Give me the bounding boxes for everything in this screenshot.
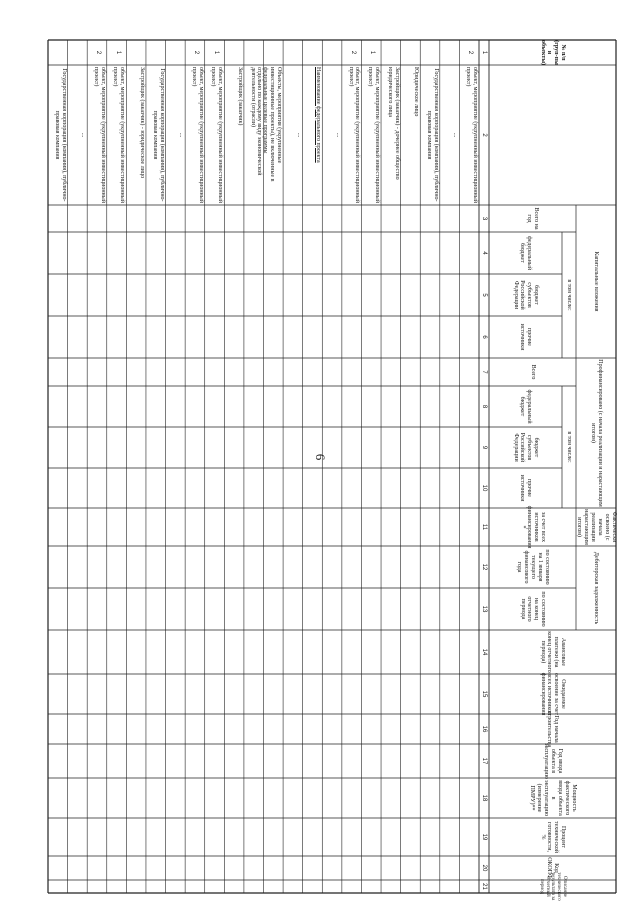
row-number: 2	[192, 50, 199, 55]
row-label: ...	[295, 132, 302, 138]
row-label: Застройщик (заказчик)	[236, 67, 243, 126]
header-year-commission: Год ввода объекта в эксплуатацию	[543, 743, 563, 779]
column-number: 5	[481, 293, 487, 297]
column-number: 8	[481, 404, 487, 409]
header-as-of-end: по состоянию на конец отчетного периода	[519, 591, 547, 627]
header-total-per-year: Всего на год	[526, 207, 540, 230]
column-number: 18	[481, 794, 487, 802]
header-federal-budget-2: федеральный бюджет	[519, 389, 533, 424]
header-regional-budget: бюджет субъектов Российской Федерации	[512, 280, 540, 310]
column-number: 10	[481, 484, 487, 492]
header-regional-budget-2: бюджет субъектов Российской Федерации	[512, 432, 540, 463]
column-number: 9	[481, 445, 487, 450]
header-name	[489, 65, 616, 205]
header-federal-budget: федеральный бюджет	[519, 235, 533, 271]
row-label: объект, мероприятие (укрупненный инвестиционный проект)	[112, 67, 126, 204]
row-label: ...	[334, 132, 341, 138]
row-label: Застройщик (заказчик) - юридическое лицо	[138, 67, 145, 179]
row-label: ...	[452, 132, 459, 138]
column-number: 19	[481, 833, 487, 841]
header-actually-mastered: Фактически освоено (с начала реализации нарастающим итогом)	[576, 509, 617, 545]
column-number: 12	[481, 563, 487, 571]
header-capacity: Мощность фактического ввода объекта в эксплуатацию (измерение ПМРУ)**	[529, 780, 577, 816]
column-number: 7	[481, 370, 487, 374]
column-number: 13	[481, 605, 487, 613]
row-label: отдельно по каждому виду экономической деятельности (отрасли)	[249, 67, 263, 176]
row-label: ...	[178, 132, 185, 138]
header-capital-investments: Капитальные вложения	[593, 251, 600, 312]
row-label: Юридическое лицо	[413, 67, 420, 117]
column-number: 20	[481, 864, 487, 872]
row-label: Государственная корпорация (компания), публично-правовая компания	[151, 68, 165, 202]
column-number: 16	[481, 725, 487, 733]
row-label: Государственная корпорация (компания), публично-правовая компания	[425, 68, 439, 202]
column-number: 11	[481, 523, 487, 531]
column-number: 14	[481, 648, 487, 656]
header-including-2: в том числе:	[566, 431, 573, 463]
row-label: Застройщик (заказчик) - дочернее общество юридического лица	[386, 67, 400, 180]
header-receivables: Дебиторская задолженность	[593, 551, 600, 625]
report-table	[48, 39, 617, 901]
header-including: в том числе:	[566, 279, 573, 311]
row-number: 1	[212, 50, 219, 55]
row-label: объект, мероприятие (укрупненный инвестиционный проект)	[92, 67, 106, 204]
row-label: объект, мероприятие (укрупненный инвестиционный проект)	[367, 67, 381, 204]
header-as-of-jan1: по состоянию на 1 января текущего финансового года	[516, 549, 550, 585]
column-number: 3	[481, 216, 487, 221]
header-number: № п/п (груп-пы и объекты)	[539, 39, 567, 66]
row-label: объект, мероприятие (укрупненный инвестиционный проект)	[347, 67, 361, 204]
header-other-sources: прочие источники	[519, 323, 533, 351]
header-expected-mastered: Ожидаемое освоение за счет всех источников финансирования	[539, 672, 567, 716]
header-technical-readiness: Процент технической готовности, %	[539, 821, 567, 853]
row-label: Наименование федерального проекта	[315, 67, 322, 163]
header-okopf-code: Код ОКОПФ	[546, 857, 560, 879]
column-number: 17	[481, 757, 487, 765]
column-number: 4	[481, 251, 487, 255]
column-number: 1	[481, 50, 487, 55]
row-label: ...	[80, 132, 87, 138]
row-number: 2	[94, 50, 101, 55]
row-number: 2	[349, 50, 356, 55]
row-label: Объекты, мероприятия (укрупненные инвестиционные проекты), не включенные в федеральные целевые программы	[262, 67, 283, 182]
header-total: Всего	[529, 364, 536, 380]
page-number: 6	[313, 453, 328, 461]
row-label: объект, мероприятие (укрупненный инвестиционный проект)	[210, 67, 224, 204]
header-other-sources-2: прочие источники	[519, 474, 533, 502]
header-year-start: Год начала строительства	[546, 710, 560, 748]
header-financed: Профинансировано (с начала реализации и нарастающим итогом)	[590, 359, 603, 507]
row-label: объект, мероприятие (укрупненный инвестиционный проект)	[465, 67, 478, 204]
row-number: 1	[369, 50, 376, 55]
row-number: 1	[114, 50, 121, 55]
row-number: 2	[467, 50, 474, 55]
header-tech-description: Описание технического результата за отчетный период	[538, 872, 567, 901]
column-number: 6	[481, 335, 487, 339]
header-from-all-sources: за счет всех источников финансирования *	[519, 505, 547, 549]
header-advance-payments: Авансовые платежи (на конец отчетного периода)	[539, 631, 567, 673]
row-label: Государственная корпорация (компания), публично-правовая компания	[53, 68, 67, 202]
row-label: объект, мероприятие (укрупненный инвестиционный проект)	[190, 67, 204, 204]
column-number: 15	[481, 690, 487, 698]
column-number: 2	[481, 133, 487, 137]
column-number: 21	[481, 883, 487, 890]
